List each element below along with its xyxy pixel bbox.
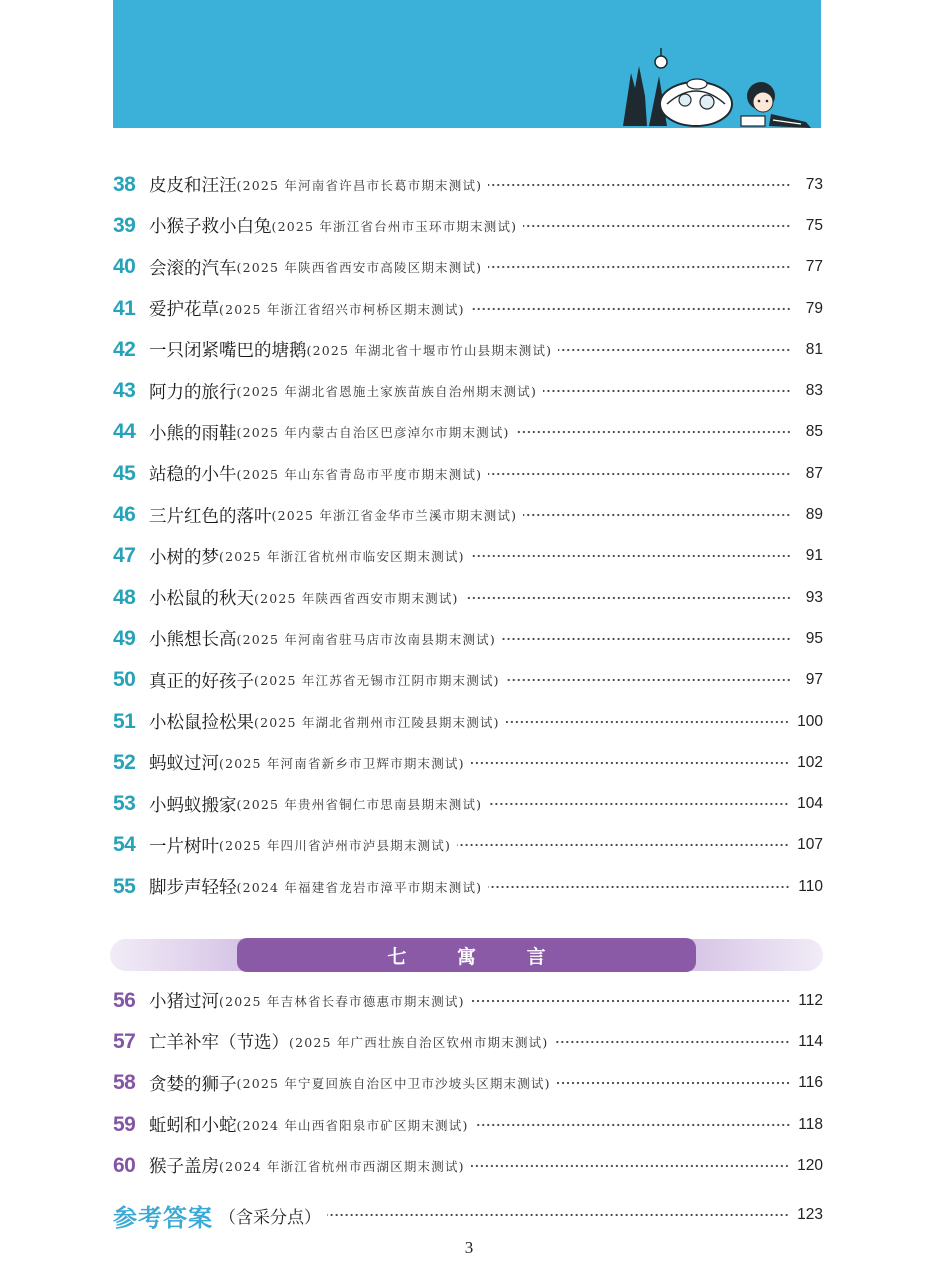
leader-dots bbox=[557, 1081, 791, 1085]
toc-row-43[interactable] bbox=[113, 370, 823, 411]
entry-number: 57 bbox=[113, 1029, 136, 1053]
entry-title: 一片树叶 bbox=[149, 836, 219, 857]
entry-page: 114 bbox=[798, 1032, 823, 1050]
entry-number: 51 bbox=[113, 709, 136, 733]
entry-page: 79 bbox=[805, 299, 823, 317]
entry-page: 97 bbox=[805, 671, 823, 689]
answers-page: 123 bbox=[797, 1206, 823, 1223]
toc-row-45[interactable] bbox=[113, 453, 823, 494]
entry-title: 小猴子救小白兔 bbox=[149, 217, 272, 238]
entry-source: (2025 年陕西省西安市高陵区期末测试) bbox=[236, 260, 483, 276]
leader-dots bbox=[506, 678, 791, 682]
entry-page: 95 bbox=[805, 629, 823, 647]
toc-row-53[interactable] bbox=[113, 783, 823, 824]
entry-number: 59 bbox=[113, 1112, 136, 1136]
entry-title: 一只闭紧嘴巴的塘鹅 bbox=[149, 341, 307, 362]
entry-number: 42 bbox=[113, 337, 136, 361]
entry-title: 皮皮和汪汪 bbox=[149, 176, 237, 197]
entry-number: 50 bbox=[113, 668, 136, 692]
toc-row-41[interactable] bbox=[113, 288, 823, 329]
leader-dots bbox=[471, 307, 791, 311]
toc-row-46[interactable] bbox=[113, 494, 823, 535]
leader-dots bbox=[523, 224, 791, 228]
entry-title: 贪婪的狮子 bbox=[149, 1074, 237, 1095]
entry-source: (2025 年浙江省台州市玉环市期末测试) bbox=[271, 218, 518, 234]
entry-source: (2024 年浙江省杭州市西湖区期末测试) bbox=[219, 1158, 465, 1174]
entry-number: 44 bbox=[113, 420, 136, 444]
entry-page: 77 bbox=[805, 258, 823, 276]
leader-dots bbox=[471, 761, 789, 765]
entry-page: 73 bbox=[805, 175, 823, 193]
entry-number: 53 bbox=[113, 792, 136, 816]
leader-dots bbox=[516, 430, 791, 434]
entry-title: 小猪过河 bbox=[149, 992, 219, 1013]
header-banner bbox=[113, 0, 821, 128]
entry-number: 58 bbox=[113, 1071, 136, 1095]
leader-dots bbox=[523, 513, 791, 517]
entry-number: 55 bbox=[113, 874, 136, 898]
entry-source: (2025 年贵州省铜仁市思南县期末测试) bbox=[236, 797, 483, 813]
entry-number: 52 bbox=[113, 750, 136, 774]
entry-page: 112 bbox=[798, 991, 823, 1009]
entry-page: 89 bbox=[805, 506, 823, 524]
leader-dots bbox=[471, 1164, 789, 1168]
entry-title: 亡羊补牢（节选） bbox=[149, 1033, 289, 1054]
toc-row-40[interactable] bbox=[113, 247, 823, 288]
entry-page: 102 bbox=[797, 753, 823, 771]
leader-dots bbox=[558, 348, 791, 352]
entry-number: 43 bbox=[113, 379, 136, 403]
entry-source: (2025 年广西壮族自治区钦州市期末测试) bbox=[289, 1034, 549, 1050]
entry-source: (2025 年浙江省金华市兰溪市期末测试) bbox=[271, 508, 518, 524]
toc-row-55[interactable] bbox=[113, 866, 823, 907]
entry-number: 46 bbox=[113, 503, 136, 527]
toc-row-39[interactable] bbox=[113, 205, 823, 246]
entry-source: (2025 年江苏省无锡市江阴市期末测试) bbox=[254, 673, 500, 689]
entry-source: (2024 年山西省阳泉市矿区期末测试) bbox=[236, 1117, 469, 1133]
section-header-label: 七 寓 言 bbox=[237, 938, 696, 972]
entry-number: 39 bbox=[113, 213, 136, 237]
toc-row-50[interactable] bbox=[113, 660, 823, 701]
entry-title: 蚂蚁过河 bbox=[149, 754, 219, 775]
entry-page: 120 bbox=[797, 1156, 823, 1174]
entry-page: 116 bbox=[798, 1074, 823, 1092]
entry-source: (2025 年湖北省恩施土家族苗族自治州期末测试) bbox=[236, 384, 538, 400]
entry-page: 91 bbox=[805, 547, 823, 565]
entry-page: 118 bbox=[798, 1115, 823, 1133]
entry-title: 小松鼠的秋天 bbox=[149, 589, 254, 610]
leader-dots bbox=[488, 265, 791, 269]
entry-source: (2025 年湖北省荆州市江陵县期末测试) bbox=[254, 714, 500, 730]
entry-title: 小松鼠捡松果 bbox=[149, 713, 254, 733]
entry-source: (2024 年福建省龙岩市漳平市期末测试) bbox=[236, 879, 483, 895]
entry-page: 81 bbox=[805, 340, 823, 358]
toc-row-54[interactable] bbox=[113, 825, 823, 866]
entry-title: 小熊想长高 bbox=[149, 630, 237, 651]
entry-title: 三片红色的落叶 bbox=[149, 506, 272, 527]
leader-dots bbox=[488, 183, 791, 187]
entry-source: (2025 年宁夏回族自治区中卫市沙坡头区期末测试) bbox=[236, 1076, 551, 1092]
entry-number: 48 bbox=[113, 585, 136, 609]
entry-number: 41 bbox=[113, 296, 136, 320]
entry-title: 蚯蚓和小蛇 bbox=[149, 1116, 237, 1137]
entry-source: (2025 年河南省新乡市卫辉市期末测试) bbox=[219, 755, 465, 771]
leader-dots bbox=[471, 554, 791, 558]
entry-number: 54 bbox=[113, 833, 136, 857]
entry-page: 85 bbox=[805, 423, 823, 441]
entry-title: 真正的好孩子 bbox=[149, 671, 254, 692]
entry-source: (2025 年内蒙古自治区巴彦淖尔市期末测试) bbox=[236, 425, 510, 441]
entry-source: (2025 年河南省驻马店市汝南县期末测试) bbox=[236, 631, 496, 647]
toc-row-57[interactable] bbox=[113, 1021, 823, 1062]
leader-dots bbox=[457, 843, 789, 847]
entry-title: 会滚的汽车 bbox=[149, 258, 237, 279]
entry-source: (2025 年河南省许昌市长葛市期末测试) bbox=[236, 177, 483, 193]
entry-source: (2025 年湖北省十堰市竹山县期末测试) bbox=[306, 342, 553, 358]
toc-row-51[interactable] bbox=[113, 701, 823, 742]
answers-subtitle: （含采分点） bbox=[219, 1207, 321, 1228]
entry-number: 47 bbox=[113, 544, 136, 568]
toc-row-answers[interactable] bbox=[113, 1194, 823, 1236]
leader-dots bbox=[543, 389, 791, 393]
entry-page: 93 bbox=[805, 588, 823, 606]
toc-row-56[interactable] bbox=[113, 980, 823, 1021]
entry-number: 40 bbox=[113, 255, 136, 279]
entry-page: 110 bbox=[798, 877, 823, 895]
entry-page: 107 bbox=[797, 836, 823, 854]
entry-source: (2025 年四川省泸州市泸县期末测试) bbox=[219, 838, 452, 854]
toc-row-48[interactable] bbox=[113, 577, 823, 618]
unit-six-list bbox=[113, 164, 823, 907]
entry-title: 阿力的旅行 bbox=[149, 382, 237, 403]
entry-title: 小树的梦 bbox=[149, 547, 219, 568]
toc-row-59[interactable] bbox=[113, 1104, 823, 1145]
leader-dots bbox=[506, 720, 789, 724]
entry-page: 83 bbox=[805, 382, 823, 400]
toc-row-52[interactable] bbox=[113, 742, 823, 783]
leader-dots bbox=[488, 472, 791, 476]
entry-source: (2025 年吉林省长春市德惠市期末测试) bbox=[219, 993, 465, 1009]
toc-row-38[interactable] bbox=[113, 164, 823, 205]
child-reading-illustration-icon bbox=[601, 18, 821, 128]
page-number: 3 bbox=[464, 1238, 474, 1257]
answers-title: 参考答案 bbox=[113, 1203, 213, 1232]
leader-dots bbox=[475, 1123, 791, 1127]
leader-dots bbox=[502, 637, 791, 641]
entry-source: (2025 年陕西省西安市期末测试) bbox=[254, 590, 459, 606]
entry-page: 75 bbox=[805, 216, 823, 234]
entry-page: 87 bbox=[805, 464, 823, 482]
leader-dots bbox=[488, 802, 789, 806]
entry-number: 38 bbox=[113, 172, 136, 196]
toc-row-58[interactable] bbox=[113, 1063, 823, 1104]
entry-source: (2025 年浙江省绍兴市柯桥区期末测试) bbox=[219, 301, 465, 317]
toc-row-60[interactable] bbox=[113, 1145, 823, 1186]
toc-row-42[interactable] bbox=[113, 329, 823, 370]
entry-number: 56 bbox=[113, 988, 136, 1012]
toc-row-47[interactable] bbox=[113, 536, 823, 577]
leader-dots bbox=[488, 885, 790, 889]
entry-number: 49 bbox=[113, 626, 136, 650]
entry-title: 爱护花草 bbox=[149, 300, 219, 321]
entry-source: (2025 年山东省青岛市平度市期末测试) bbox=[236, 466, 483, 482]
leader-dots bbox=[554, 1040, 790, 1044]
entry-title: 猴子盖房 bbox=[149, 1157, 219, 1178]
entry-number: 60 bbox=[113, 1153, 136, 1177]
toc-row-49[interactable] bbox=[113, 618, 823, 659]
toc-row-44[interactable] bbox=[113, 412, 823, 453]
unit-seven-list bbox=[113, 980, 823, 1186]
entry-number: 45 bbox=[113, 461, 136, 485]
section-header-fables bbox=[110, 938, 823, 972]
entry-page: 100 bbox=[797, 712, 823, 730]
leader-dots bbox=[471, 999, 791, 1003]
entry-title: 站稳的小牛 bbox=[149, 465, 237, 486]
entry-source: (2025 年浙江省杭州市临安区期末测试) bbox=[219, 549, 465, 565]
leader-dots bbox=[465, 596, 791, 600]
entry-title: 脚步声轻轻 bbox=[149, 878, 237, 899]
entry-page: 104 bbox=[797, 795, 823, 813]
leader-dots bbox=[327, 1213, 789, 1217]
entry-title: 小熊的雨鞋 bbox=[149, 423, 237, 444]
entry-title: 小蚂蚁搬家 bbox=[149, 795, 237, 816]
